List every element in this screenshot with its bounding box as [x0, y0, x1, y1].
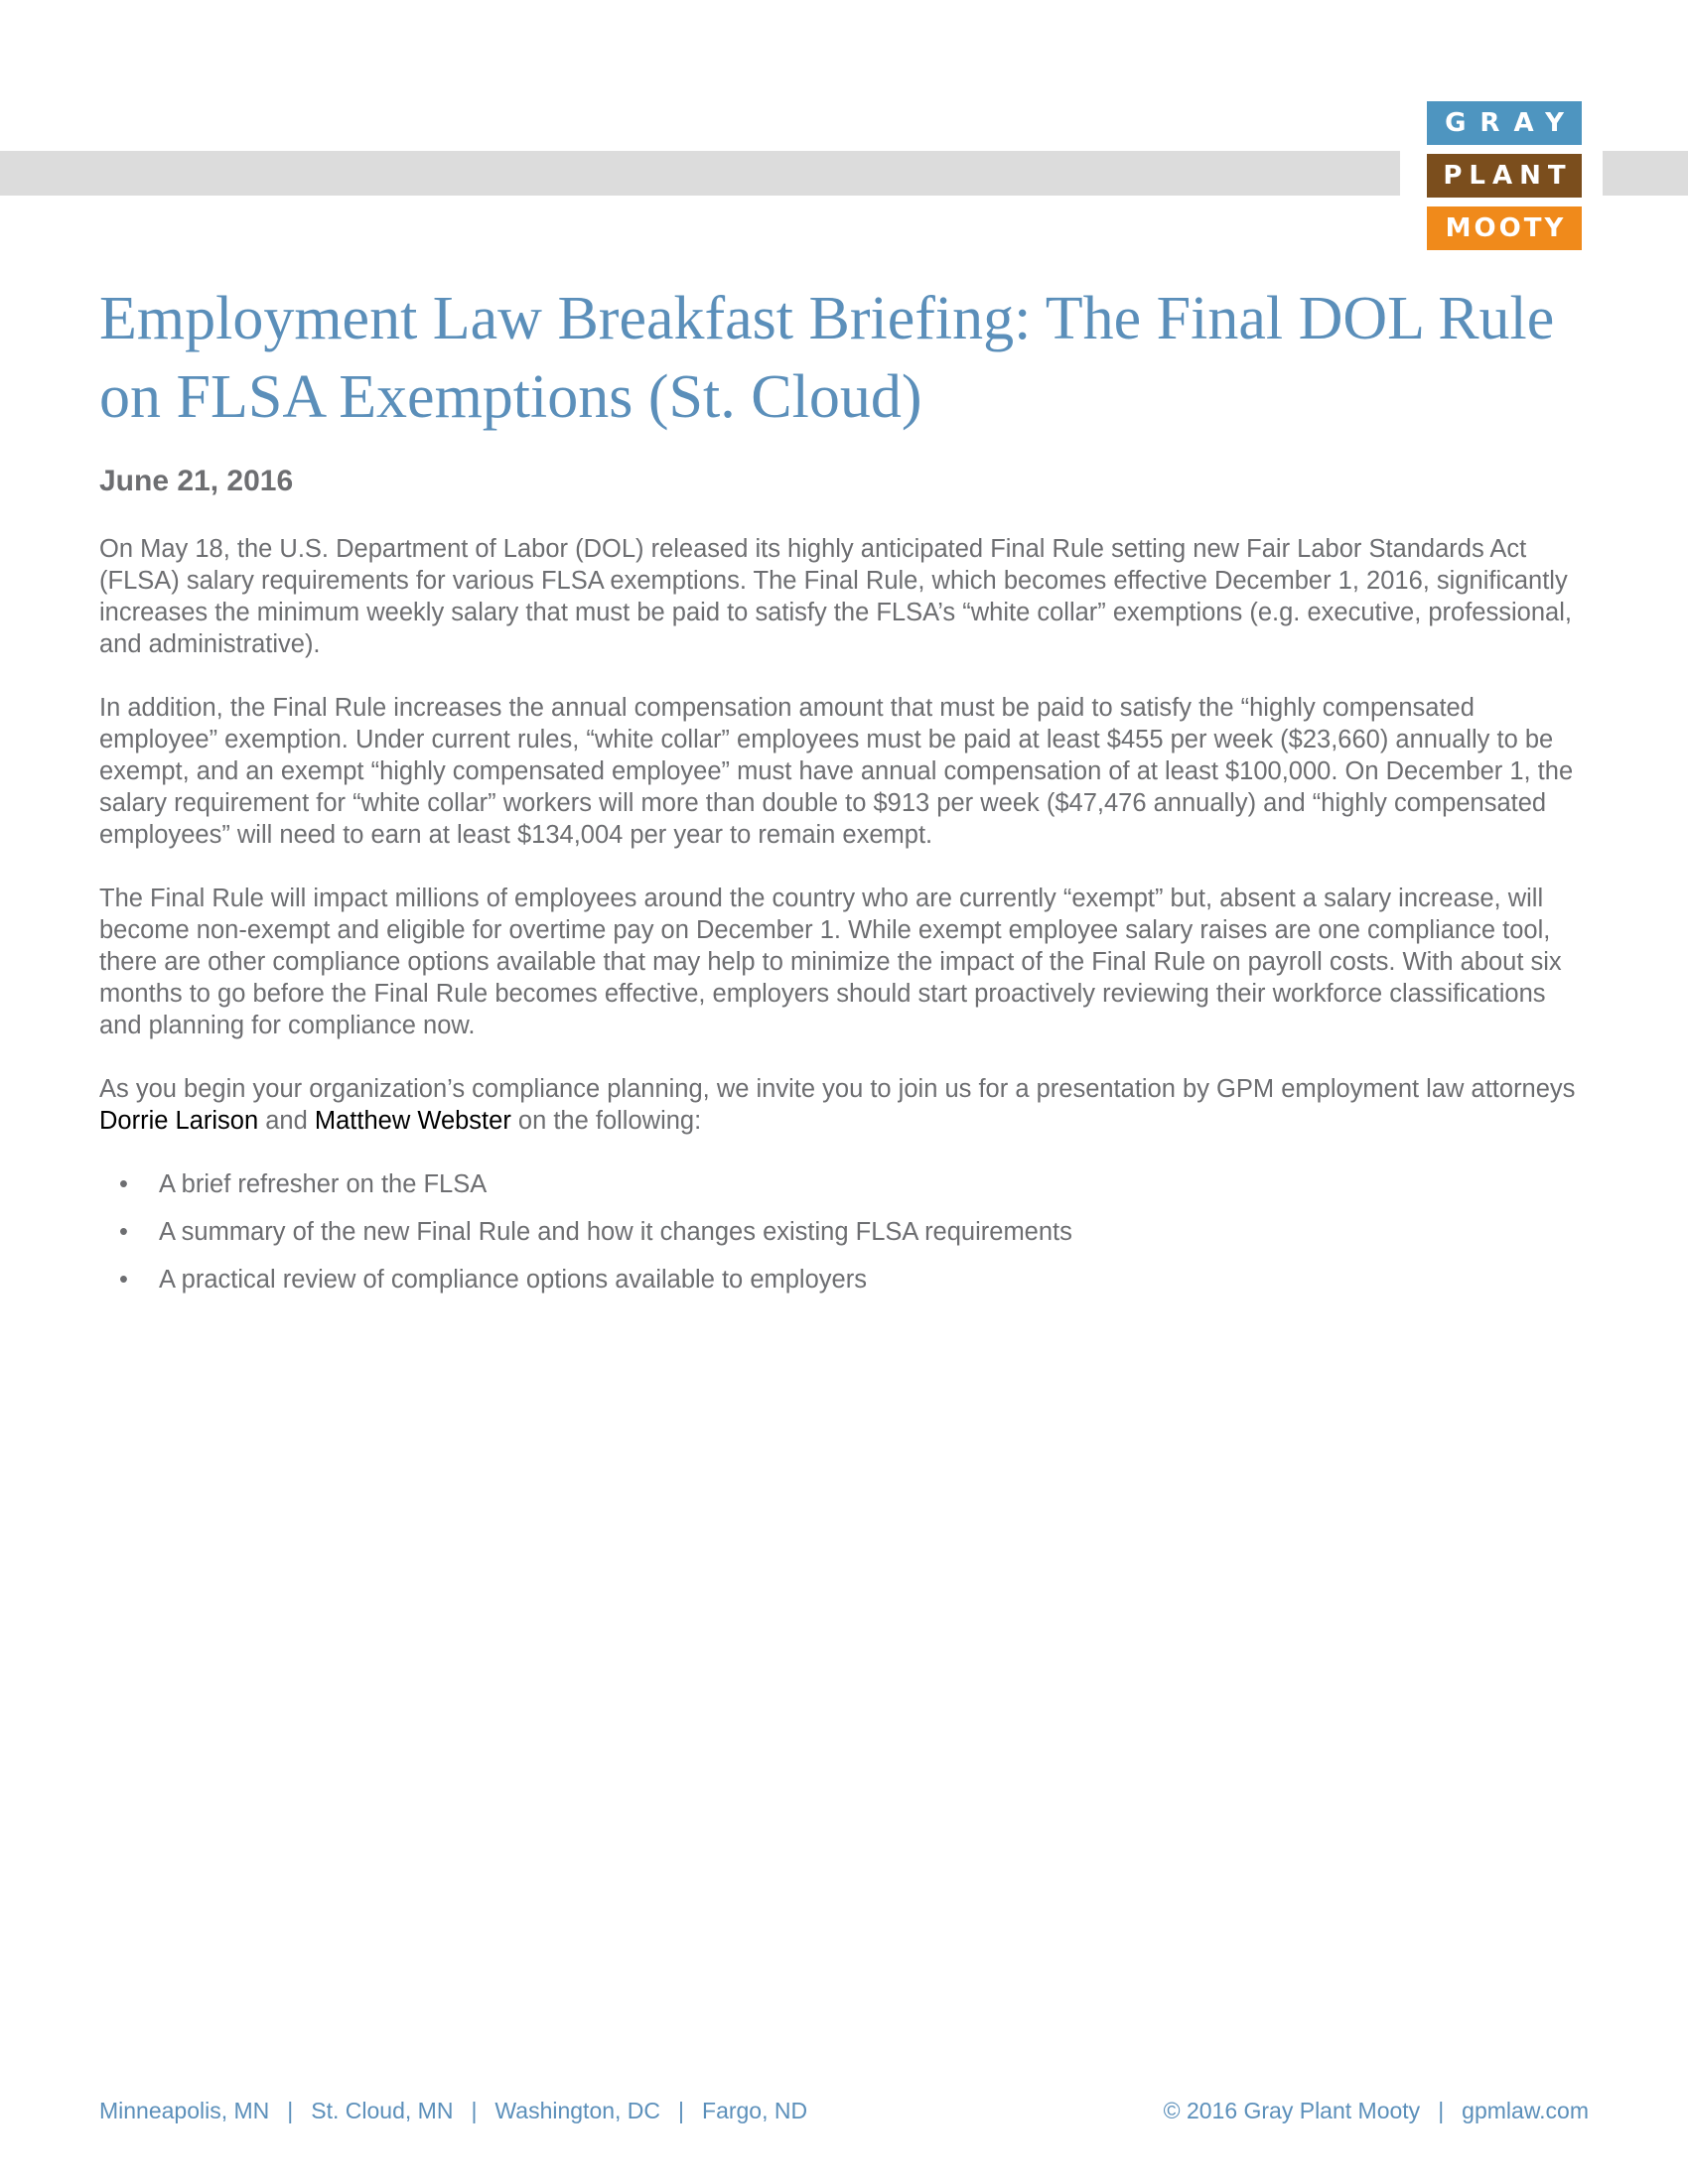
logo-mooty-block: MOOTY [1427, 206, 1582, 250]
paragraph-intro: On May 18, the U.S. Department of Labor (DOL) released its highly anticipated Final Rule setting new Fair Labor Standards Act (FLSA) salary requirements for various FLSA exemptions. The Final Rule, which becomes effective December 1, 2016, significantly increases the minimum weekly salary that must be paid to satisfy the FLSA’s “white collar” exemptions (e.g. executive, professional, and administrative). [99, 535, 1572, 658]
topics-list [99, 1168, 1594, 1296]
footer-location-fargo: Fargo, ND [702, 2098, 808, 2123]
footer-separator: | [471, 2098, 478, 2123]
list-item [99, 1168, 1594, 1200]
article-body [99, 533, 1594, 1311]
header-bar-right [1603, 151, 1688, 196]
paragraph-impact: The Final Rule will impact millions of employees around the country who are currently “exempt” but, absent a salary increase, will become non-exempt and eligible for overtime pay on December 1. While exempt employee salary raises are one compliance tool, there are other compliance options available that may help to minimize the impact of the Final Rule on payroll costs. With about six months to go before the Final Rule becomes effective, employers should start proactively reviewing their workforce classifications and planning for compliance now. [99, 885, 1562, 1039]
footer-separator: | [1438, 2098, 1445, 2123]
paragraph-compensation: In addition, the Final Rule increases the annual compensation amount that must be paid to satisfy the “highly compensated employee” exemption. Under current rules, “white collar” employees must be paid at least $455 per week ($23,660) annually to be exempt, and an exempt “highly compensated employee” must have annual compensation of at least $100,000. On December 1, the salary requirement for “white collar” workers will more than double to $913 per week ($47,476 annually) and “highly compensated employees” will need to earn at least $134,004 per year to remain exempt. [99, 694, 1574, 849]
page-title: Employment Law Breakfast Briefing: The Final DOL Rule on FLSA Exemptions (St. Cloud) [99, 285, 1555, 431]
bullet-icon: • [119, 1218, 128, 1246]
footer-location-st-cloud: St. Cloud, MN [311, 2098, 454, 2123]
attorney-link-matthew-webster[interactable]: Matthew Webster [314, 1107, 511, 1135]
footer-copyright: © 2016 Gray Plant Mooty [1163, 2098, 1421, 2123]
footer-separator: | [287, 2098, 294, 2123]
footer-credits [1164, 2098, 1589, 2124]
gray-plant-mooty-logo [1427, 101, 1582, 250]
list-item-text: A brief refresher on the FLSA [159, 1170, 488, 1198]
paragraph-invite [99, 1073, 1594, 1137]
list-item [99, 1216, 1594, 1248]
footer-separator: | [678, 2098, 685, 2123]
attorney-link-dorrie-larison[interactable]: Dorrie Larison [99, 1107, 259, 1135]
logo-plant-block: PLANT [1427, 154, 1582, 198]
list-item [99, 1264, 1594, 1296]
bullet-icon: • [119, 1170, 128, 1198]
event-date: June 21, 2016 [99, 465, 294, 497]
list-item-text: A practical review of compliance options available to employers [159, 1266, 867, 1294]
invite-text-before: As you begin your organization’s compliance planning, we invite you to join us for a presentation by GPM employment law attorneys [99, 1075, 1576, 1103]
footer-location-washington: Washington, DC [494, 2098, 661, 2123]
header-bar-left [0, 151, 1400, 196]
logo-gray-block: GRAY [1427, 101, 1582, 145]
list-item-text: A summary of the new Final Rule and how it changes existing FLSA requirements [159, 1218, 1072, 1246]
invite-text-after: on the following: [510, 1107, 702, 1135]
footer-locations [99, 2098, 807, 2124]
footer-location-minneapolis: Minneapolis, MN [99, 2098, 270, 2123]
footer-website-link[interactable]: gpmlaw.com [1462, 2098, 1589, 2123]
invite-text-and: and [258, 1107, 315, 1135]
bullet-icon: • [119, 1266, 128, 1294]
